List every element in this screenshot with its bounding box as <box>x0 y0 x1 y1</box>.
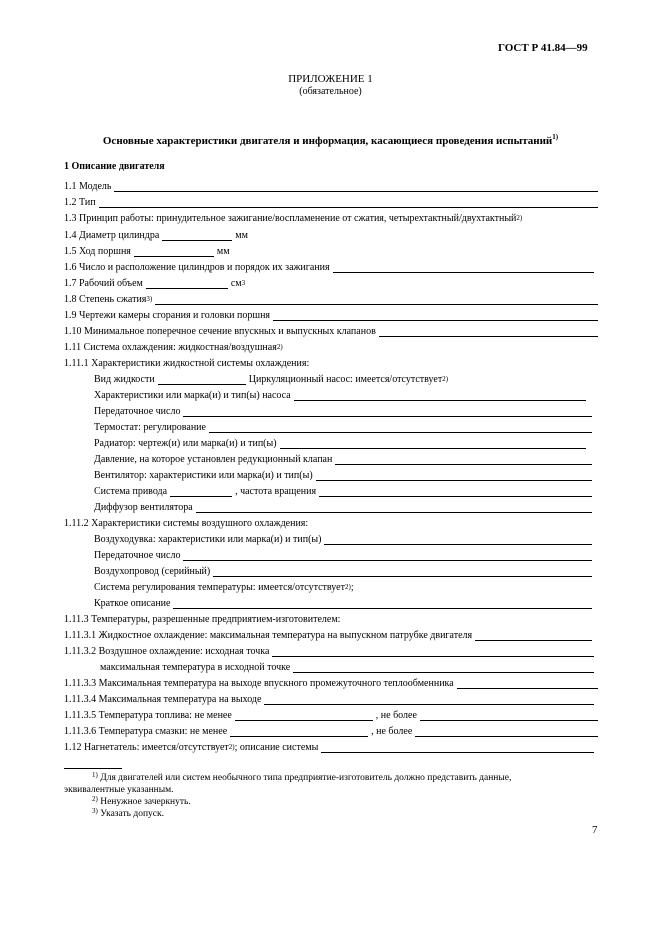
field-compression-ratio: 1.8 Степень сжатия $^{3)}$ <box>64 292 598 305</box>
field-drive-system: Система привода , частота вращения <box>94 484 592 497</box>
field-pump-characteristics: Характеристики или марка(и) и тип(ы) насоса <box>94 388 586 401</box>
field-type: 1.2 Тип <box>64 195 598 208</box>
field-air-cooling: 1.11.2 Характеристики системы воздушного охлаждения: <box>64 518 309 529</box>
field-thermostat: Термостат: регулирование <box>94 420 592 433</box>
field-fan: Вентилятор: характеристики или марка(и) и тип(ы) <box>94 468 592 481</box>
field-air-reference-point: 1.11.3.2 Воздушное охлаждение: исходная точка <box>64 644 594 657</box>
appendix-title: ПРИЛОЖЕНИЕ 1 <box>288 73 373 85</box>
field-temperatures: 1.11.3 Температуры, разрешенные предприятием-изготовителем: <box>64 614 341 625</box>
field-air-duct: Воздухопровод (серийный) <box>94 564 592 577</box>
section-heading: 1 Описание двигателя <box>64 161 165 172</box>
footnote-1: $^{1)}$ Для двигателей или систем необычного типа предприятие-изготовитель должно представить данные, <box>92 771 512 783</box>
field-radiator: Радиатор: чертеж(и) или марка(и) и тип(ы) <box>94 436 586 449</box>
field-combustion-drawings: 1.9 Чертежи камеры сгорания и головки поршня <box>64 308 598 321</box>
field-oil-temp: 1.11.3.6 Температура смазки: не менее , не более <box>64 724 598 737</box>
field-fan-diffuser: Диффузор вентилятора <box>94 500 592 513</box>
appendix-subtitle: (обязательное) <box>299 86 362 97</box>
field-bore: 1.4 Диаметр цилиндра мм <box>64 230 248 241</box>
field-temp-control: Система регулирования температуры: имеется/отсутствует $^{2)}$ ; <box>94 582 354 593</box>
field-displacement: 1.7 Рабочий объем см $^3$ <box>64 278 246 289</box>
field-liquid-max-temp: 1.11.3.1 Жидкостное охлаждение: максимальная температура на выпускном патрубке двигателя <box>64 628 592 641</box>
field-short-description: Краткое описание <box>94 596 592 609</box>
field-valve-section: 1.10 Минимальное поперечное сечение впускных и выпускных клапанов <box>64 324 598 337</box>
field-liquid-cooling: 1.11.1 Характеристики жидкостной системы охлаждения: <box>64 358 310 369</box>
footnote-1-cont: эквивалентные указанным. <box>64 785 174 795</box>
field-fuel-temp: 1.11.3.5 Температура топлива: не менее , не более <box>64 708 598 721</box>
footnote-divider <box>64 768 122 769</box>
field-outlet-temp: 1.11.3.4 Максимальная температура на выходе <box>64 692 594 705</box>
field-blower: Воздуходувка: характеристики или марка(и) и тип(ы) <box>94 532 592 545</box>
page-number: 7 <box>592 824 598 836</box>
field-stroke: 1.5 Ход поршня мм <box>64 246 230 257</box>
field-model: 1.1 Модель <box>64 179 598 192</box>
field-liquid-ratio: Передаточное число <box>94 404 592 417</box>
document-id: ГОСТ Р 41.84—99 <box>498 42 588 54</box>
footnote-2: $^{2)}$ Ненужное зачеркнуть. <box>92 795 191 807</box>
field-air-max-temp: максимальная температура в исходной точке <box>100 660 594 673</box>
field-supercharger: 1.12 Нагнетатель: имеется/отсутствует $^{2)}$ ; описание системы <box>64 740 594 753</box>
footnote-3: $^{3)}$ Указать допуск. <box>92 807 165 819</box>
field-cooling-system: 1.11 Система охлаждения: жидкостная/воздушная $^{2)}$ <box>64 342 283 353</box>
field-air-ratio: Передаточное число <box>94 548 592 561</box>
field-intercooler-temp: 1.11.3.3 Максимальная температура на выходе впускного промежуточного теплообменника <box>64 676 598 689</box>
main-title: Основные характеристики двигателя и информация, касающиеся проведения испытаний$^{1)}$ <box>102 133 559 147</box>
field-pressure-valve: Давление, на которое установлен редукционный клапан <box>94 452 592 465</box>
field-fluid-type: Вид жидкости Циркуляционный насос: имеется/отсутствует $^{2)}$ <box>94 374 449 385</box>
field-cylinders: 1.6 Число и расположение цилиндров и порядок их зажигания <box>64 260 594 273</box>
field-operating-principle: 1.3 Принцип работы: принудительное зажигание/воспламенение от сжатия, четырехтактный/двухтактный $^{2)}$ <box>64 213 523 224</box>
